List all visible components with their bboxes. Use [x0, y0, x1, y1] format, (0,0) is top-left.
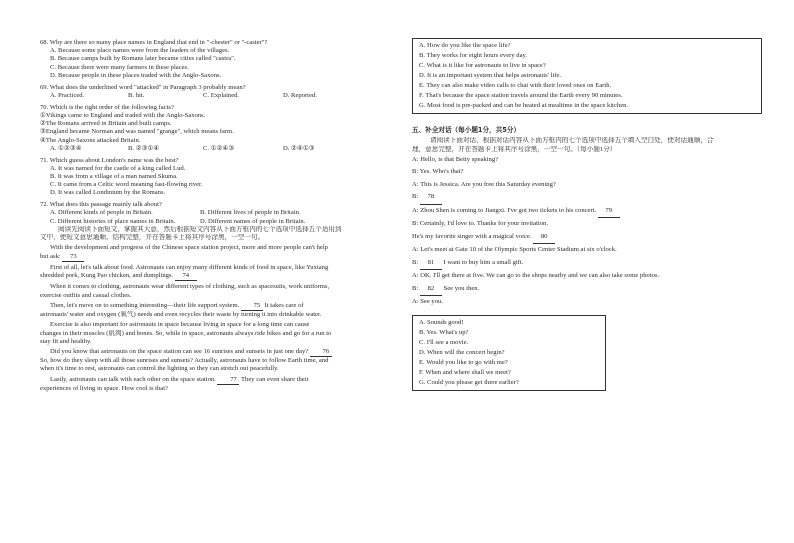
passage-line-text: stay fit and healthy. [40, 337, 92, 345]
box-option-a: A. How do you like the space life? [419, 42, 511, 49]
answer-blank[interactable]: 78 [420, 191, 442, 205]
passage-line [40, 385, 392, 393]
question-69 [40, 84, 392, 100]
dialogue-option-d: D. When will the concert begin? [419, 349, 505, 357]
passage-line [40, 348, 392, 357]
dialogue [412, 154, 762, 309]
dialogue-line-text: He's my favorite singer with a magical voice. [412, 232, 534, 240]
section-title: 五、补全对话（每小题1分，共5分） [412, 126, 521, 135]
dialogue-line-text: B: [412, 258, 420, 266]
dialogue-line-text: See you then. [441, 284, 480, 292]
question-70 [40, 104, 392, 153]
dialogue-option-c: C. I'll see a movie. [419, 339, 469, 347]
option-a: A. Because some place names were from the leaders of the villages. [50, 47, 230, 55]
left-column [40, 38, 392, 393]
options-grid [40, 209, 392, 225]
passage-line [40, 283, 392, 291]
dialogue-line [412, 296, 762, 309]
passage-line [40, 292, 392, 300]
section-instruction: 请阅读下面对话，根据对话内容从下面方框内的七个选项中选择五个填入空白处，使对话通顺，合 [430, 137, 714, 145]
box-option-g: G. Most food is pre-packed and can be heated at mealtime in the space kitchen. [419, 102, 629, 110]
option-d: D. Reported. [283, 91, 317, 99]
section-instruction: 理，意思完整，并在答题卡上将其序号涂黑，一空一句。（每小题1分） [412, 145, 617, 153]
option-d: D. Different names of people in Britain. [200, 217, 306, 225]
dialogue-line-text: A: Hello, is that Betty speaking? [412, 155, 499, 163]
option-d: D. Because people in these places traded with the Anglo-Saxons. [50, 71, 222, 79]
dialogue-line-text: A: Let's meet at Gate 10 of the Olympic Sports Center Stadium at six o'clock. [412, 246, 617, 254]
option-a: A. Different kinds of people in Britain. [50, 209, 153, 217]
option-d: D. It was called Londinium by the Romans. [50, 189, 166, 197]
option-b: B. Different lives of people in Britain. [200, 209, 301, 217]
dialogue-line-text: I want to buy him a small gift. [441, 258, 524, 266]
instruction-line: 阅读先阅读下面短文，掌握其大意，然后根据短文内容从下面方框内的七个选项中选择五个适用到 [58, 225, 342, 233]
dialogue-line-text: B: [412, 284, 420, 292]
question-stem: 70. Which is the right order of the following facts? [40, 103, 174, 111]
answer-blank[interactable]: 77 [217, 376, 239, 385]
box-option-e: E. They can also make video calls to chat with their loved ones on Earth. [419, 82, 612, 90]
dialogue-line-text: B: [412, 193, 420, 201]
answer-blank[interactable]: 81 [420, 257, 442, 271]
question-stem: 68. Why are there so many place names in England that end in "-chester" or "-caster"? [40, 39, 268, 46]
passage-line-text: When it comes to clothing, astronauts wear different types of clothing, such as spacesuits, work uniforms, [50, 283, 330, 291]
passage-line-text: It takes care of [262, 301, 304, 309]
passage-line-text: Exercise is also important for astronauts in space because living in space for a long time can cause [50, 321, 310, 329]
option-b: B. ②③①④ [128, 144, 160, 152]
instruction-line: 文中，使短文意思通顺、结构完整，并在答题卡上将其序号涂黑，一空一句。 [40, 234, 265, 242]
question-stem: 72. What does this passage mainly talk about? [40, 201, 162, 209]
dialogue-line-text: A: Zhou Shen is coming to Jiangxi. I've got two tickets to his concert. [412, 206, 598, 214]
passage-line [40, 357, 392, 365]
fact-3: ③England became Norman and was named "grange", which means farm. [40, 128, 234, 136]
passage-line-text: astronauts' water and oxygen (氧气) needs and even recycles their waste by turning it into drinkable water. [40, 311, 322, 319]
dialogue-line [412, 205, 762, 219]
option-b: B. hit. [128, 91, 145, 99]
options-box-dialogue [412, 315, 606, 391]
passage-line-text: shredded pork, Kung Pao chicken, and dumplings. [40, 272, 175, 280]
question-68 [40, 39, 392, 80]
fact-1: ①Vikings came to England and traded with the Anglo-Saxons. [40, 111, 206, 119]
passage-line [40, 338, 392, 346]
dialogue-option-f: F. When and where shall we meet? [419, 369, 511, 377]
dialogue-line [412, 270, 762, 283]
dialogue-line-text: A: OK. I'll get there at five. We can go to the shops nearby and we can also take some photos. [412, 272, 660, 280]
answer-blank[interactable]: 73 [62, 253, 84, 262]
box-option-f: F. That's because the space station travels around the Earth every 90 minutes. [419, 92, 623, 100]
passage-line [40, 264, 392, 272]
options-row [40, 92, 392, 100]
passage-line-text: With the development and progress of the Chinese space station project, more and more people can't help [50, 244, 328, 252]
option-a: A. Practiced. [50, 91, 85, 99]
dialogue-line [412, 179, 762, 192]
passage-line-text: changes in their muscles (肌肉) and bones. So, while in space, astronauts always ride bikes and go for a run to [40, 329, 332, 337]
passage-line [40, 376, 392, 385]
dialogue-line [412, 166, 762, 179]
passage-line-text: First of all, let's talk about food. Astronauts can enjoy many different kinds of food in space, like Yuxiang [50, 263, 329, 271]
dialogue-line [412, 231, 762, 245]
option-c: C. Because there were many farmers in these places. [50, 63, 189, 71]
passage-line [40, 321, 392, 329]
dialogue-line [412, 218, 762, 231]
option-c: C. Explained. [203, 91, 240, 99]
dialogue-option-b: B. Yes. What's up? [419, 329, 469, 337]
passage-line [40, 244, 392, 252]
answer-blank[interactable]: 80 [533, 231, 555, 245]
fact-2: ②The Romans arrived in Britain and built camps. [40, 120, 172, 128]
dialogue-line-text: B: Certainly, I'd love to. Thanks for your invitation. [412, 220, 548, 228]
passage-line-text: Did you know that astronauts on the space station can see 16 sunrises and sunsets in just one day? [50, 347, 310, 355]
question-72 [40, 201, 392, 226]
answer-blank[interactable]: 74 [175, 272, 197, 281]
passage-line-text: They can even share their [239, 375, 309, 383]
box-option-d: D. It is an important system that helps astronauts' life. [419, 72, 562, 80]
reading-passage [40, 244, 392, 393]
answer-blank[interactable]: 79 [598, 205, 620, 219]
passage-line-text: but ask: [40, 252, 63, 260]
passage-line-text: exercise outfits and casual clothes. [40, 291, 132, 299]
box-option-b: B. They works for eight hours every day. [419, 52, 528, 60]
option-c: C. ①②④③ [203, 144, 235, 152]
option-a: A. ①②③④ [50, 144, 82, 152]
passage-line-text: Lastly, astronauts can talk with each other on the space station. [50, 375, 218, 383]
dialogue-line [412, 257, 762, 271]
passage-instruction [40, 226, 392, 242]
option-b: B. Because camps built by Romans later became cities called "castra". [50, 55, 236, 63]
dialogue-line [412, 154, 762, 167]
option-b: B. It was from a village of a man named Skuma. [50, 173, 178, 181]
dialogue-line [412, 191, 762, 205]
passage-line [40, 311, 392, 319]
passage-line [40, 272, 392, 281]
options-box-passage [412, 38, 762, 114]
answer-blank[interactable]: 82 [420, 283, 442, 297]
option-a: A. It was named for the castle of a king called Lud. [50, 164, 186, 172]
passage-line-text: experiences of living in space. How cool is that? [40, 384, 168, 392]
question-stem: 69. What does the underlined word "attacked" in Paragraph 3 probably mean? [40, 83, 246, 91]
fact-4: ④The Anglo-Saxons attacked Britain. [40, 136, 141, 144]
passage-line-text: when it's time to rest, astronauts can control the lighting so they can stretch out peacefully. [40, 365, 279, 373]
option-c: C. It came from a Celtic word meaning fast-flowing river. [50, 181, 203, 189]
dialogue-option-a: A. Sounds good! [419, 319, 464, 326]
question-71 [40, 157, 392, 198]
option-d: D. ②④①③ [283, 144, 315, 152]
dialogue-line [412, 244, 762, 257]
dialogue-line [412, 283, 762, 297]
dialogue-option-e: E. Would you like to go with me? [419, 359, 508, 367]
options-row [40, 145, 392, 153]
question-stem: 71. Which guess about London's name was the best? [40, 156, 179, 164]
answer-blank[interactable]: 76 [310, 348, 332, 357]
passage-line [40, 365, 392, 373]
option-c: C. Different histories of place names in Britain. [50, 217, 176, 225]
passage-line [40, 253, 392, 262]
right-column [412, 38, 762, 391]
dialogue-line-text: B: Yes. Who's that? [412, 168, 464, 176]
answer-blank[interactable]: 75 [241, 302, 263, 311]
passage-line-text: So, how do they sleep with all those sunrises and sunsets? Actually, astronauts have to follow Earth time, and [40, 357, 329, 365]
dialogue-line-text: A: This is Jessica. Are you free this Saturday evening? [412, 180, 556, 188]
box-option-c: C. What is it like for astronauts to live in space? [419, 62, 546, 70]
dialogue-line-text: A: See you. [412, 298, 443, 306]
passage-line-text: Then, let's move on to something interesting—their life support system. [50, 301, 241, 309]
passage-line [40, 302, 392, 311]
passage-line [40, 330, 392, 338]
dialogue-option-g: G. Could you please get there earlier? [419, 379, 519, 387]
